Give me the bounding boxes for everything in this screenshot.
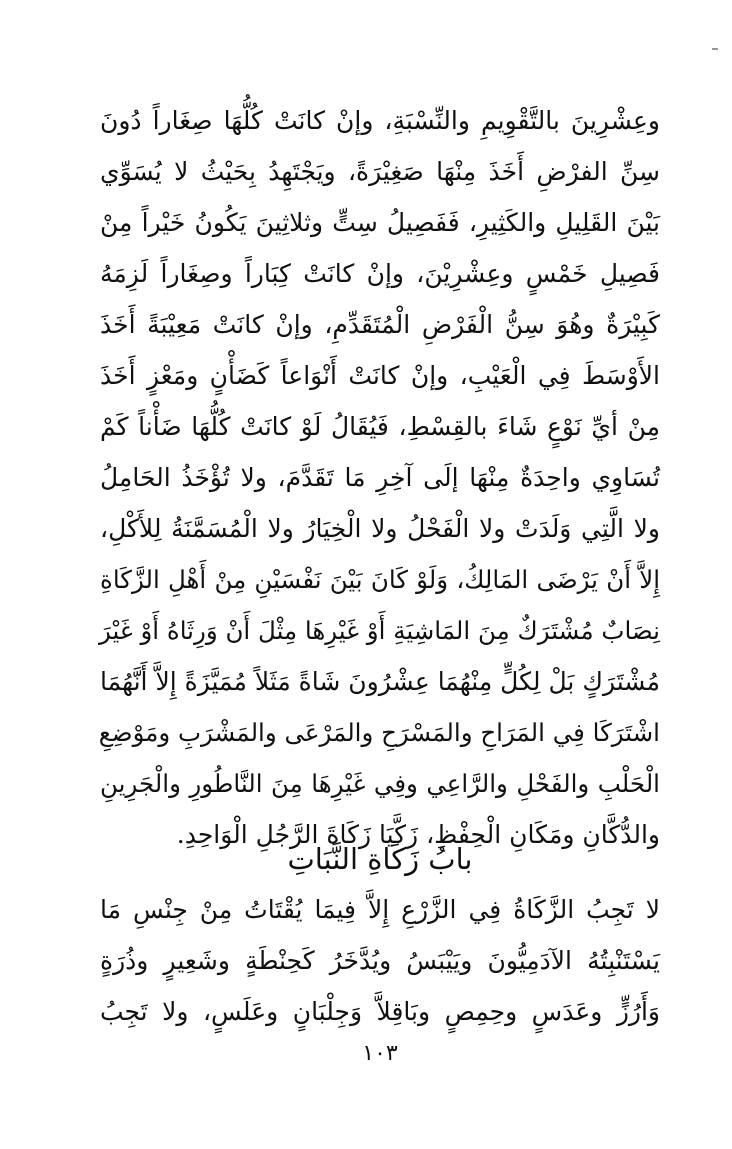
text-line: الأَوْسَطَ فِي الْعَيْبِ، وإنْ كانَتْ أَنْوَاعاً كَضَأْنٍ ومَعْزٍ أَخَذَ — [100, 361, 660, 390]
text-line: بَيْنَ القَلِيلِ والكَثِيرِ، فَفَصِيلُ سِتٍّ وثلاثِينَ يَكُونُ خَيْراً مِنْ — [100, 208, 660, 237]
text-line: إِلاَّ أَنْ يَرْضَى المَالِكُ، وَلَوْ كَانَ بَيْنَ نَفْسَيْنِ مِنْ أَهْلِ الزَّكَاةِ — [100, 565, 660, 594]
text-line: وَأَرُزٍّ وعَدَسٍ وحِمِصٍ وبَاقِلاَّ وَجِلْبَانٍ وعَلَسٍ، ولا تَجِبُ — [100, 997, 660, 1026]
text-line: سِنِّ الفرْضِ أَخَذَ مِنْهَا صَغِيْرَةً، ويَجْتَهِدُ بِحَيْثُ لا يُسَوِّي — [100, 157, 660, 186]
text-line: والدُّكَّانِ ومَكَانِ الْحِفْظِ، زَكَّيَا زَكَاةَ الرَّجُلِ الْوَاحِدِ. — [176, 820, 660, 849]
section-heading: بابُ زَكَاةِ النَّبَاتِ — [287, 842, 473, 876]
text-line: لا تَجِبُ الزَّكَاةُ فِي الزَّرْعِ إِلاَّ فِيمَا يُقْتَاتُ مِنْ جِنْسِ مَا — [100, 895, 660, 924]
text-line: مُشْتَرَكٍ بَلْ لِكُلٍّ مِنْهُمَا عِشْرُونَ شَاةً مَثَلاً مُمَيَّزَةً إِلاَّ أَنَّهُمَا — [100, 667, 660, 696]
text-line: ولا الَّتِي وَلَدَتْ ولا الْفَحْلُ ولا الْخِيَارُ ولا الْمُسَمَّنَةُ لِلأَكْلِ، — [100, 514, 660, 543]
scan-mark — [712, 48, 718, 50]
text-line: يَسْتَنْبِتُهُ الآدَمِيُّونَ ويَيْبَسُ ويُدَّخَرُ كَحِنْطَةٍ وشَعِيرٍ وذُرَةٍ — [100, 946, 660, 975]
text-line: تُسَاوِي واحِدَةٌ مِنْهَا إلَى آخِرِ مَا تَقَدَّمَ، ولا تُؤْخَذُ الحَامِلُ — [100, 463, 660, 492]
page-number: ١٠٣ — [362, 1041, 398, 1066]
text-line: مِنْ أيِّ نَوْعٍ شَاءَ بالقِسْطِ، فَيُقَالُ لَوْ كانَتْ كُلُّهَا ضَأْناً كَمْ — [100, 412, 660, 441]
text-line: فَصِيلِ خَمْسٍ وعِشْرِيْنَ، وإنْ كانَتْ كِبَاراً وصِغَاراً لَزِمَهُ — [100, 259, 660, 288]
text-line: اشْتَرَكَا فِي المَرَاحِ والمَسْرَحِ والمَرْعَى والمَشْرَبِ ومَوْضِعِ — [98, 718, 660, 747]
text-line: كَبِيْرَةٌ وهُوَ سِنُّ الْفَرْضِ الْمُتَقَدِّمِ، وإنْ كانَتْ مَعِيْبَةً أَخَذَ — [100, 310, 660, 339]
text-line: الْحَلْبِ والفَحْلِ والرَّاعِي وفِي غَيْرِهَا مِنَ النَّاطُورِ والْجَرِينِ — [100, 769, 660, 798]
paragraph-2 — [100, 884, 660, 1037]
text-line: نِصَابٌ مُشْتَرَكٌ مِنَ المَاشِيَةِ أَوْ غَيْرِهَا مِثْلَ أَنْ وَرِثَاهُ أَوْ غَيْرَ — [98, 616, 660, 645]
text-line: وعِشْرِينَ بالتَّقْوِيمِ والنِّسْبَةِ، وإنْ كانَتْ كُلُّهَا صِغَاراً دُونَ — [100, 106, 660, 135]
paragraph-1 — [100, 95, 660, 860]
